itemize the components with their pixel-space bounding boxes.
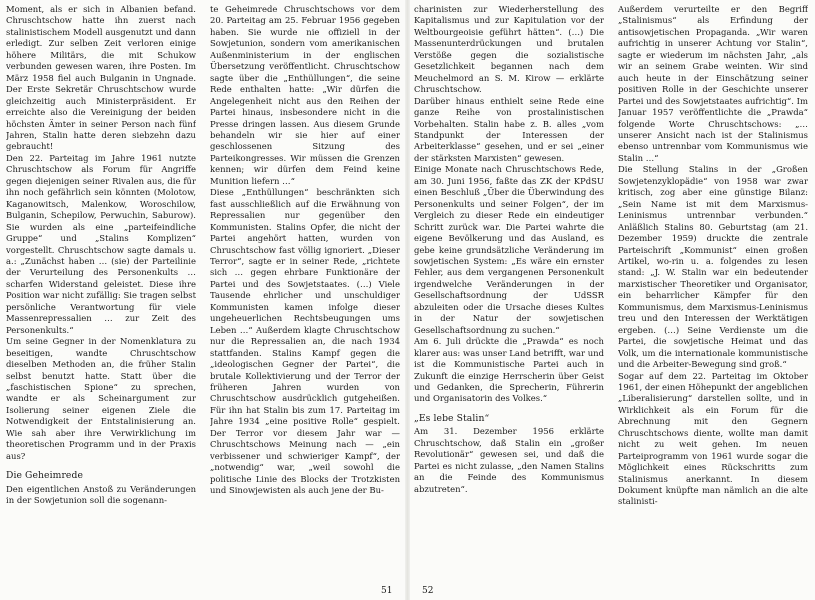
right-page-column-1 [414,4,604,574]
paragraph: Den eigentlichen Anstoß zu Veränderungen in der Sowjetunion soll die sogenann- [6,483,196,506]
paragraph: charinisten zur Wiederherstellung des Kapitalismus und zur Kapitulation vor der Weltbourgeoisie geführt hätten“. (…) Die Massenunterdrückungen und brutalen Verstöße gegen die sozialistische Gesetzlichkeit begannen nach dem Meuchelmord an S. M. Kirow — erklärte Chruschtschow. [414,4,604,95]
paragraph: Am 6. Juli drückte die „Prawda“ es noch klarer aus: was unser Land betrifft, war und ist die Kommunistische Partei auch in Zukunft die einzige Herrscherin über Geist und Gedanken, die Sprecherin, Führerin und Organisatorin des Volkes.“ [414,336,604,404]
page-number-left: 51 [381,586,393,596]
paragraph: Sogar auf dem 22. Parteitag im Oktober 1961, der einen Höhepunkt der angeblichen „Liberalisierung“ darstellen sollte, und in Wirklichkeit als ein Forum für die Abrechnung mit den Gegnern Chruschtschows diente, wollte man damit nicht zu weit gehen. Im neuen Parteiprogramm von 1961 wurde sogar die Möglichkeit eines Rückschritts zum Stalinismus anerkannt. In diesem Dokument knüpfte man nämlich an die alte stalinisti- [618,370,808,507]
left-page-column-1 [6,4,196,574]
paragraph: te Geheimrede Chruschtschows vor dem 20. Parteitag am 25. Februar 1956 gegeben haben. Sie wurde nie offiziell in der Sowjetunion, sondern vom amerikanischen Außenministerium in der englischen Übersetzung veröffentlicht. Chruschtschow sagte über die „Enthüllungen“, die seine Rede enthalten hatte: „Wir dürfen die Angelegenheit nicht aus den Reihen der Partei hinaus, insbesondere nicht in die Presse dringen lassen. Aus diesem Grunde behandeln wir sie hier auf einer geschlossenen Sitzung des Parteikongresses. Wir müssen die Grenzen kennen; wir dürfen dem Feind keine Munition liefern …“ [210,4,400,186]
right-page-column-2 [618,4,808,574]
section-heading-es-lebe-stalin: „Es lebe Stalin“ [414,412,490,424]
paragraph: Den 22. Parteitag im Jahre 1961 nutzte Chruschtschow als Forum für Angriffe gegen diejenigen seiner Rivalen aus, die für ihn noch gefährlich sein könnten (Molotow, Kaganowitsch, Malenkow, Woroschilow, Bulganin, Schepilow, Perwuchin, Saburow). Sie wurden als eine „parteifeindliche Gruppe“ und „Stalins Komplizen“ vorgestellt. Chruschtschow sagte damals u. a.: „Zunächst haben … (sie) der Parteilinie der Verurteilung des Personenkults … scharfen Widerstand geleistet. Diese ihre Position war nicht zufällig: Sie tragen selbst persönliche Verantwortung für viele Massenrepressalien … zur Zeit des Personenkults.“ [6,152,196,335]
right-page [414,4,810,594]
paragraph: Darüber hinaus enthielt seine Rede eine ganze Reihe von prostalinistischen Vorbehalten. Stalin habe z. B. alles „vom Standpunkt der Interessen der Arbeiterklasse“ gesehen, und er sei „einer der stärksten Marxisten“ gewesen. [414,95,604,163]
section-heading-geheimrede: Die Geheimrede [6,470,83,482]
paragraph: Einige Monate nach Chruschtschows Rede, am 30. Juni 1956, faßte das ZK der KPdSU einen Beschluß „Über die Überwindung des Personenkults und seiner Folgen“, der im Vergleich zu dieser Rede ein eindeutiger Schritt zurück war. Die Partei wahrte die eigene Bevölkerung und das Ausland, es gebe keine grundsätzliche Veränderung im sowjetischen System: „Es wäre ein ernster Fehler, aus dem vergangenen Personenkult irgendwelche Veränderungen in der Gesellschaftsordnung der UdSSR abzuleiten oder die Ursache dieses Kultes in der Natur der sowjetischen Gesellschaftsordnung zu suchen.“ [414,164,604,335]
book-gutter [405,0,410,600]
paragraph: Um seine Gegner in der Nomenklatura zu beseitigen, wandte Chruschtschow dieselben Methoden an, die früher Stalin selbst benutzt hatte. Statt über die „faschistischen Spione“ zu sprechen, wandte er als Scheinargument zur Isolierung seiner eigenen Ziele die Notwendigkeit der Entstalinisierung an. Wie sah aber ihre Verwirklichung im theoretischen Programm und in der Praxis aus? [6,336,196,461]
page-number-right: 52 [422,586,434,596]
left-page [6,4,402,594]
paragraph: Am 31. Dezember 1956 erklärte Chruschtschow, daß Stalin ein „großer Revolutionär“ gewesen sei, und daß die Partei es nicht zulasse, „den Namen Stalins an die Feinde des Kommunismus abzutreten“. [414,426,604,494]
paragraph: Außerdem verurteilte er den Begriff „Stalinismus“ als Erfindung der antisowjetischen Propaganda. „Wir waren aufrichtig in unserer Achtung vor Stalin“, sagte er wiederum im nächsten Jahr, „als wir an seinem Grabe weinten. Wir sind auch heute in der Einschätzung seiner positiven Rolle in der Geschichte unserer Partei und des Sowjetstaates aufrichtig“. Im Januar 1957 veröffentlichte die „Prawda“ folgende Worte Chruschtschows: „… unserer Ansicht nach ist der Stalinismus ebenso untrennbar vom Kommunismus wie Stalin …“ [618,4,808,163]
paragraph: Diese „Enthüllungen“ beschränkten sich fast ausschließlich auf die Erwähnung von Repressalien nur gegenüber den Kommunisten. Stalins Opfer, die nicht der Partei angehört hatten, wurden von Chruschtschow fast völlig ignoriert. „Dieser Terror“, sagte er in seiner Rede, „richtete sich … gegen ehrbare Funktionäre der Partei und des Sowjetstaates. (…) Viele Tausende ehrlicher und unschuldiger Kommunisten kamen infolge dieser ungeheuerlichen Rechtsbeugungen ums Leben …“ Außerdem klagte Chruschtschow nur die Repressalien an, die nach 1934 stattfanden. Stalins Kampf gegen die „ideologischen Gegner der Partei“, die brutale Kollektivierung und der Terror der früheren Jahren wurden von Chruschtschow ausdrücklich gutgeheißen. Für ihn hat Stalin bis zum 17. Parteitag im Jahre 1934 „eine positive Rolle“ gespielt. Der Terror vor diesem Jahr war — Chruschtschows Meinung nach — „ein verbissener und schwieriger Kampf“, der „notwendig“ war, „weil sowohl die politische Linie des Blocks der Trotzkisten und Sinowjewisten als auch jene der Bu- [210,187,400,496]
left-page-column-2 [210,4,400,574]
paragraph: Die Stellung Stalins in der „Großen Sowjetenzyklopädie“ von 1958 war zwar kritisch, zog aber eine günstige Bilanz: „Sein Name ist mit dem Marxismus-Leninismus untrennbar verbunden.“ Anläßlich Stalins 80. Geburtstag (am 21. Dezember 1959) druckte die zentrale Parteischrift „Kommunist“ einen großen Artikel, wo-rin u. a. folgendes zu lesen stand: „J. W. Stalin war ein bedeutender marxistischer Theoretiker und Organisator, ein beharrlicher Kämpfer für den Kommunismus, dem Marxismus-Leninismus treu und den Interessen der Werktätigen ergeben. (…) Seine Verdienste um die Partei, die sowjetische Heimat und das Volk, um die internationale kommunistische und die Arbeiter-Bewegung sind groß.“ [618,164,808,370]
paragraph: Moment, als er sich in Albanien befand. Chruschtschow hatte ihn zuerst nach stalinistischem Modell ausgenutzt und dann erledigt. Zur selben Zeit verloren einige höhere Militärs, die mit Schukow verbunden gewesen waren, ihre Posten. Im März 1958 fiel auch Bulganin in Ungnade. Der Erste Sekretär Chruschtschow wurde gleichzeitig auch Ministerpräsident. Er erreichte also die Vereinigung der beiden höchsten Ämter in seiner Person nach fünf Jahren, Stalin hatte deren siebzehn dazu gebraucht! [6,4,196,152]
